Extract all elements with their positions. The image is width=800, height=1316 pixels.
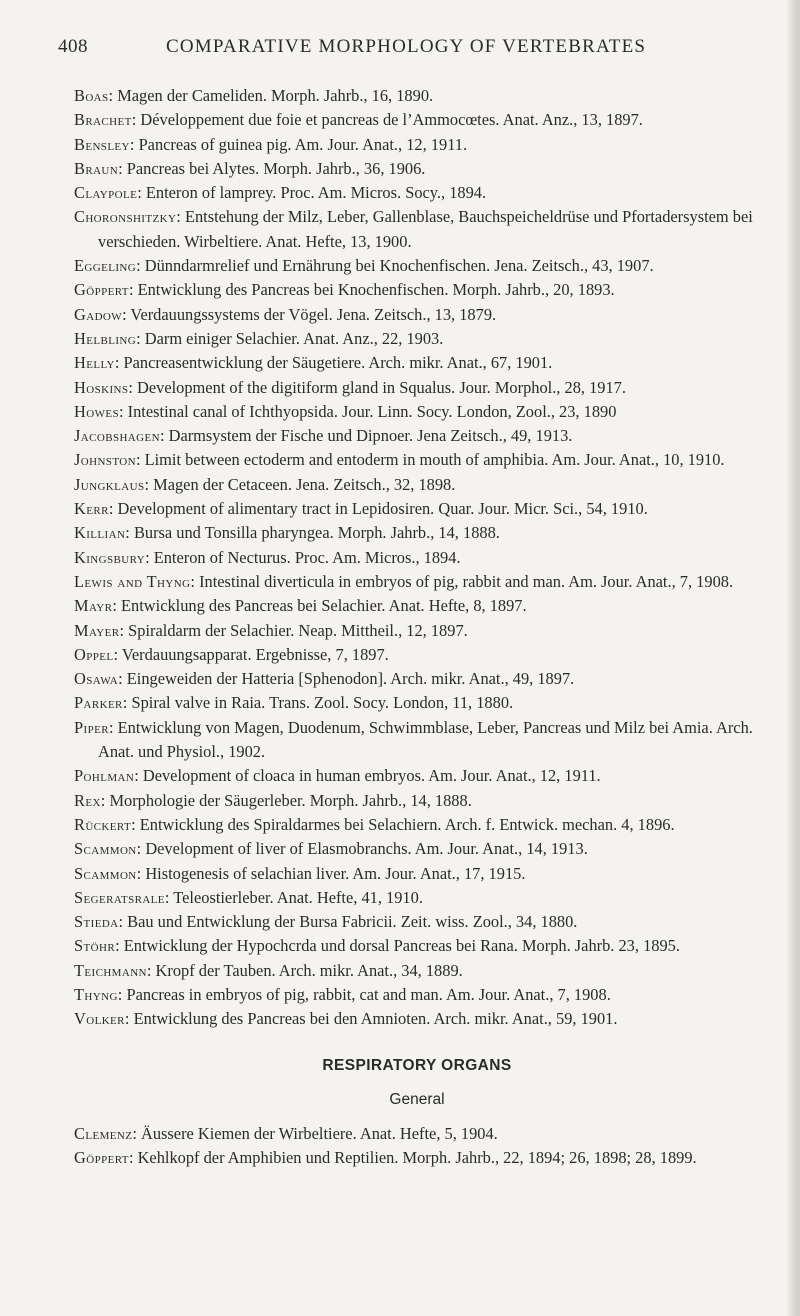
reference-entry — [74, 448, 784, 472]
reference-entry — [74, 108, 784, 132]
author-separator: : — [128, 1148, 138, 1168]
author-separator: : — [190, 571, 200, 591]
author-separator: : — [129, 134, 139, 154]
reference-citation: Teleostierleber. Anat. Hefte, 41, 1910. — [173, 887, 423, 907]
reference-entry — [74, 546, 784, 570]
reference-author: Rückert — [74, 814, 132, 834]
reference-citation: Enteron of lamprey. Proc. Am. Micros. Socy., 1894. — [145, 183, 487, 203]
reference-author: Eggeling — [74, 256, 137, 276]
reference-author: Brachet — [74, 110, 132, 130]
author-separator: : — [128, 377, 138, 397]
author-separator: : — [108, 86, 118, 105]
author-separator: : — [124, 1009, 134, 1029]
reference-citation: Entwicklung der Hypochcrda und dorsal Pancreas bei Rana. Morph. Jahrb. 23, 1895. — [123, 936, 680, 956]
author-separator: : — [145, 547, 154, 567]
author-separator: : — [131, 110, 141, 130]
reference-author: Piper — [74, 717, 109, 737]
reference-author: Stieda — [74, 912, 119, 932]
reference-entry — [74, 983, 784, 1007]
reference-author: Hoskins — [74, 377, 129, 397]
author-separator: : — [132, 1124, 141, 1144]
reference-entry — [74, 959, 784, 983]
reference-author: Choronshitzky — [74, 207, 177, 227]
reference-citation: Pancreas of guinea pig. Am. Jour. Anat., 12, 1911. — [138, 134, 468, 154]
reference-citation: Pancreas bei Alytes. Morph. Jahrb., 36, 1906. — [126, 158, 426, 178]
reference-citation: Development of the digitiform gland in Squalus. Jour. Morphol., 28, 1917. — [137, 377, 626, 397]
reference-author: Jacobshagen — [74, 426, 160, 446]
reference-entry — [74, 594, 784, 618]
reference-entry — [74, 84, 784, 108]
reference-author: Clemenz — [74, 1124, 133, 1144]
reference-author: Lewis and Thyng — [74, 571, 191, 591]
page-edge-shadow — [786, 0, 800, 1316]
reference-citation: Histogenesis of selachian liver. Am. Jour. Anat., 17, 1915. — [145, 863, 526, 883]
reference-entry — [74, 716, 784, 765]
author-separator: : — [137, 183, 146, 203]
reference-entry — [74, 910, 784, 934]
author-separator: : — [136, 863, 146, 883]
reference-author: Boas — [74, 86, 109, 105]
reference-author: Kingsbury — [74, 547, 146, 567]
author-separator: : — [135, 450, 145, 470]
author-separator: : — [136, 256, 145, 276]
reference-citation: Verdauungsapparat. Ergebnisse, 7, 1897. — [121, 644, 389, 664]
reference-citation: Pancreasentwicklung der Säugetiere. Arch. mikr. Anat., 67, 1901. — [123, 353, 553, 373]
author-separator: : — [100, 790, 110, 810]
author-separator: : — [108, 717, 118, 737]
author-separator: : — [128, 280, 138, 300]
reference-author: Teichmann — [74, 960, 147, 980]
reference-author: Pohlman — [74, 766, 135, 786]
reference-entry — [74, 497, 784, 521]
author-separator: : — [108, 499, 118, 519]
author-separator: : — [119, 620, 129, 640]
page-header — [58, 36, 758, 58]
author-separator: : — [144, 474, 154, 494]
reference-author: Helbling — [74, 328, 137, 348]
author-separator: : — [122, 304, 131, 324]
author-separator: : — [176, 207, 185, 227]
reference-citation: Entwicklung des Pancreas bei Knochenfischen. Morph. Jahrb., 20, 1893. — [137, 280, 615, 300]
reference-citation: Entwicklung des Spiraldarmes bei Selachiern. Arch. f. Entwick. mechan. 4, 1896. — [139, 814, 675, 834]
reference-author: Johnston — [74, 450, 136, 470]
reference-citation: Bursa und Tonsilla pharyngea. Morph. Jahrb., 14, 1888. — [133, 523, 500, 543]
reference-author: Rex — [74, 790, 101, 810]
reference-author: Braun — [74, 158, 119, 178]
reference-author: Osawa — [74, 669, 119, 689]
author-separator: : — [164, 887, 174, 907]
reference-author: Helly — [74, 353, 115, 373]
reference-entry — [74, 376, 784, 400]
reference-entry — [74, 1146, 784, 1170]
reference-entry — [74, 667, 784, 691]
author-separator: : — [112, 596, 122, 616]
reference-author: Oppel — [74, 644, 114, 664]
reference-citation: Entstehung der Milz, Leber, Gallenblase, Bauchspeicheldrüse und Pfortadersystem bei verschieden. Wirbeltiere. Anat. Hefte, 13, 1900. — [98, 207, 753, 251]
reference-citation: Darmsystem der Fische und Dipnoer. Jena Zeitsch., 49, 1913. — [168, 426, 573, 446]
author-separator: : — [131, 814, 140, 834]
reference-citation: Développement due foie et pancreas de l’Ammocœtes. Anat. Anz., 13, 1897. — [140, 110, 643, 130]
author-separator: : — [136, 328, 145, 348]
reference-author: Göppert — [74, 280, 129, 300]
reference-entry — [74, 886, 784, 910]
digestive-references — [74, 84, 784, 1032]
author-separator: : — [118, 669, 127, 689]
reference-entry — [74, 1007, 784, 1031]
reference-author: Mayer — [74, 620, 120, 640]
section-heading: RESPIRATORY ORGANS — [322, 1056, 512, 1074]
page-number: 408 — [58, 36, 88, 57]
reference-author: Claypole — [74, 183, 138, 203]
reference-author: Volker — [74, 1009, 125, 1029]
reference-citation: Spiraldarm der Selachier. Neap. Mittheil., 12, 1897. — [128, 620, 468, 640]
reference-citation: Morphologie der Säugerleber. Morph. Jahrb., 14, 1888. — [109, 790, 472, 810]
reference-author: Scammon — [74, 839, 137, 859]
reference-entry — [74, 181, 784, 205]
reference-citation: Bau und Entwicklung der Bursa Fabricii. Zeit. wiss. Zool., 34, 1880. — [127, 912, 578, 932]
section-subheading: General — [389, 1090, 445, 1108]
reference-entry — [74, 619, 784, 643]
reference-author: Kerr — [74, 499, 109, 519]
reference-citation: Kropf der Tauben. Arch. mikr. Anat., 34, 1889. — [155, 960, 463, 980]
author-separator: : — [114, 353, 124, 373]
reference-citation: Dünndarmrelief und Ernährung bei Knochenfischen. Jena. Zeitsch., 43, 1907. — [144, 256, 654, 276]
author-separator: : — [134, 766, 143, 786]
reference-author: Scammon — [74, 863, 137, 883]
reference-citation: Pancreas in embryos of pig, rabbit, cat and man. Am. Jour. Anat., 7, 1908. — [126, 984, 611, 1004]
reference-entry — [74, 254, 784, 278]
reference-citation: Entwicklung des Pancreas bei Selachier. Anat. Hefte, 8, 1897. — [121, 596, 527, 616]
author-separator: : — [119, 401, 128, 421]
reference-author: Segeratsrale — [74, 887, 165, 907]
reference-author: Stöhr — [74, 936, 116, 956]
author-separator: : — [113, 644, 122, 664]
reference-citation: Enteron of Necturus. Proc. Am. Micros., 1894. — [153, 547, 461, 567]
reference-author: Mayr — [74, 596, 113, 616]
reference-citation: Intestinal canal of Ichthyopsida. Jour. Linn. Socy. London, Zool., 23, 1890 — [127, 401, 617, 421]
author-separator: : — [118, 912, 128, 932]
reference-citation: Intestinal diverticula in embryos of pig, rabbit and man. Am. Jour. Anat., 7, 1908. — [199, 571, 734, 591]
reference-entry — [74, 521, 784, 545]
running-title: COMPARATIVE MORPHOLOGY OF VERTEBRATES — [166, 36, 647, 57]
respiratory-references — [74, 1122, 784, 1171]
reference-citation: Limit between ectoderm and entoderm in mouth of amphibia. Am. Jour. Anat., 10, 1910. — [144, 450, 725, 470]
reference-author: Bensley — [74, 134, 130, 154]
reference-entry — [74, 813, 784, 837]
reference-author: Howes — [74, 401, 119, 421]
author-separator: : — [136, 839, 146, 859]
reference-citation: Entwicklung des Pancreas bei den Amnioten. Arch. mikr. Anat., 59, 1901. — [133, 1009, 618, 1029]
reference-author: Gadow — [74, 304, 123, 324]
reference-citation: Development of cloaca in human embryos. Am. Jour. Anat., 12, 1911. — [142, 766, 601, 786]
reference-author: Jungklaus — [74, 474, 145, 494]
reference-entry — [74, 691, 784, 715]
reference-entry — [74, 862, 784, 886]
reference-entry — [74, 327, 784, 351]
reference-entry — [74, 570, 784, 594]
reference-entry — [74, 1122, 784, 1146]
reference-citation: Magen der Cameliden. Morph. Jahrb., 16, 1890. — [117, 86, 434, 105]
reference-entry — [74, 934, 784, 958]
reference-entry — [74, 400, 784, 424]
reference-entry — [74, 473, 784, 497]
reference-citation: Development of liver of Elasmobranchs. Am. Jour. Anat., 14, 1913. — [145, 839, 588, 859]
reference-entry — [74, 351, 784, 375]
reference-author: Thyng — [74, 984, 118, 1004]
author-separator: : — [117, 984, 127, 1004]
author-separator: : — [122, 693, 132, 713]
reference-entry — [74, 157, 784, 181]
author-separator: : — [146, 960, 156, 980]
reference-citation: Verdauungssystems der Vögel. Jena. Zeitsch., 13, 1879. — [130, 304, 497, 324]
reference-citation: Development of alimentary tract in Lepidosiren. Quar. Jour. Micr. Sci., 54, 1910. — [117, 499, 648, 519]
reference-author: Parker — [74, 693, 123, 713]
reference-entry — [74, 789, 784, 813]
reference-citation: Kehlkopf der Amphibien und Reptilien. Morph. Jahrb., 22, 1894; 26, 1898; 28, 1899. — [137, 1148, 697, 1168]
reference-entry — [74, 278, 784, 302]
reference-citation: Äussere Kiemen der Wirbeltiere. Anat. Hefte, 5, 1904. — [141, 1124, 498, 1144]
reference-entry — [74, 303, 784, 327]
reference-citation: Eingeweiden der Hatteria [Sphenodon]. Arch. mikr. Anat., 49, 1897. — [126, 669, 575, 689]
reference-author: Killian — [74, 523, 126, 543]
bibliography — [74, 84, 784, 1171]
author-separator: : — [125, 523, 134, 543]
reference-entry — [74, 764, 784, 788]
reference-citation: Entwicklung von Magen, Duodenum, Schwimmblase, Leber, Pancreas und Milz bei Amia. Arch. Anat. und Physiol., 1902. — [98, 717, 753, 762]
reference-entry — [74, 205, 784, 254]
reference-entry — [74, 424, 784, 448]
author-separator: : — [115, 936, 124, 956]
author-separator: : — [159, 426, 169, 446]
reference-citation: Magen der Cetaceen. Jena. Zeitsch., 32, 1898. — [153, 474, 456, 494]
reference-citation: Darm einiger Selachier. Anat. Anz., 22, 1903. — [144, 328, 444, 348]
reference-entry — [74, 133, 784, 157]
author-separator: : — [118, 158, 127, 178]
reference-citation: Spiral valve in Raia. Trans. Zool. Socy. London, 11, 1880. — [131, 693, 514, 713]
reference-entry — [74, 643, 784, 667]
reference-entry — [74, 837, 784, 861]
reference-author: Göppert — [74, 1148, 129, 1168]
